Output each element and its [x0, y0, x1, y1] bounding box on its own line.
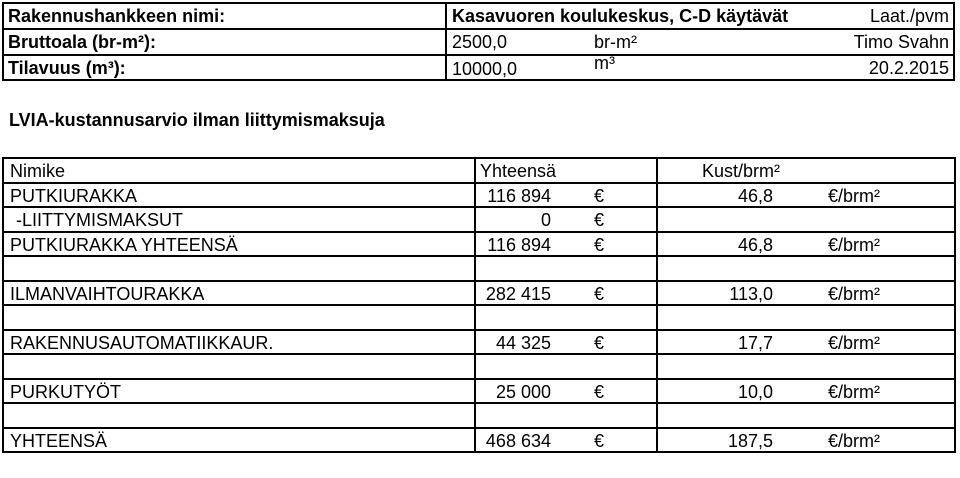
row-name: -LIITTYMISMAKSUT [16, 210, 184, 230]
euro-symbol: € [594, 430, 605, 451]
table-grid-hline [2, 378, 956, 380]
row-name: YHTEENSÄ [10, 430, 108, 451]
row-per-area: 17,7 [737, 332, 773, 353]
report-date: 20.2.2015 [868, 58, 949, 78]
row-per-area-unit [828, 429, 880, 453]
table-grid-hline [2, 157, 956, 159]
table-row [2, 208, 956, 232]
euro-symbol: € [828, 185, 839, 206]
row-total: 0 [540, 210, 551, 230]
row-name: PUTKIURAKKA YHTEENSÄ [10, 234, 238, 255]
table-row [2, 380, 956, 404]
table-grid-hline [2, 231, 956, 233]
table-header-row [2, 159, 956, 183]
table-row [2, 355, 956, 379]
row-total: 44 325 [495, 332, 551, 353]
table-grid-vline [954, 157, 956, 453]
row-total: 116 894 [487, 234, 551, 255]
table-grid-hline [2, 182, 956, 184]
unit-label: /brm² [838, 234, 881, 255]
table-row [2, 429, 956, 453]
row-per-area-unit [828, 331, 880, 355]
row-total: 116 894 [487, 185, 551, 206]
row-name: PURKUTYÖT [10, 381, 122, 402]
col-header-name: Nimike [10, 161, 66, 181]
volume-label: Tilavuus (m³): [8, 58, 126, 78]
row-total: 25 000 [495, 381, 551, 402]
row-name: ILMANVAIHTOURAKKA [10, 283, 205, 304]
euro-symbol: € [594, 185, 605, 206]
row-per-area: 187,5 [727, 430, 773, 451]
table-grid-vline [474, 157, 476, 453]
unit-label: /brm² [838, 185, 881, 206]
table-grid-hline [2, 451, 956, 453]
col-header-per-area: Kust/brm² [702, 161, 781, 181]
table-row [2, 282, 956, 306]
author-date-label: Laat./pvm [869, 6, 949, 26]
euro-symbol: € [594, 381, 605, 402]
row-per-area-unit [828, 282, 880, 306]
gross-area-unit: br-m² [594, 32, 637, 52]
euro-symbol: € [828, 332, 839, 353]
project-name-value: Kasavuoren koulukeskus, C-D käytävät [452, 6, 789, 26]
header-border-right [953, 2, 955, 81]
euro-symbol: € [594, 283, 605, 304]
table-grid-hline [2, 255, 956, 257]
table-grid-hline [2, 329, 956, 331]
gross-area-value: 2500,0 [452, 32, 508, 52]
unit-label: /brm² [838, 283, 881, 304]
table-row [2, 233, 956, 257]
unit-label: /brm² [838, 430, 881, 451]
euro-symbol: € [594, 234, 605, 255]
section-title: LVIA-kustannusarvio ilman liittymismaksuja [9, 110, 385, 130]
row-per-area: 46,8 [737, 234, 773, 255]
table-row [2, 404, 956, 428]
header-col-divider [445, 2, 447, 81]
table-row [2, 306, 956, 330]
unit-label: /brm² [838, 381, 881, 402]
cost-table [2, 157, 956, 453]
table-grid-vline [656, 157, 658, 453]
row-name: RAKENNUSAUTOMATIIKKAUR. [10, 332, 274, 353]
table-row [2, 257, 956, 281]
row-total: 282 415 [485, 283, 551, 304]
author-name: Timo Svahn [853, 32, 949, 52]
euro-symbol: € [828, 381, 839, 402]
col-header-total: Yhteensä [480, 161, 557, 181]
table-grid-hline [2, 280, 956, 282]
table-grid-hline [2, 427, 956, 429]
euro-symbol: € [594, 332, 605, 353]
table-row [2, 184, 956, 208]
table-grid-hline [2, 402, 956, 404]
project-name-label: Rakennushankkeen nimi: [8, 6, 226, 26]
row-per-area-unit [828, 233, 880, 257]
project-header [2, 2, 955, 81]
row-per-area: 10,0 [737, 381, 773, 402]
table-grid-vline [2, 157, 4, 453]
row-per-area: 46,8 [737, 185, 773, 206]
row-per-area-unit [828, 184, 880, 208]
volume-value: 10000,0 [452, 59, 518, 79]
euro-symbol: € [594, 210, 605, 230]
gross-area-label: Bruttoala (br-m²): [8, 32, 156, 52]
euro-symbol: € [828, 283, 839, 304]
table-grid-hline [2, 304, 956, 306]
euro-symbol: € [828, 430, 839, 451]
unit-label: /brm² [838, 332, 881, 353]
euro-symbol: € [828, 234, 839, 255]
row-name: PUTKIURAKKA [10, 185, 138, 206]
row-per-area-unit [828, 380, 880, 404]
header-border-left [2, 2, 4, 81]
table-row [2, 331, 956, 355]
row-total: 468 634 [485, 430, 551, 451]
table-grid-hline [2, 206, 956, 208]
volume-unit: m³ [594, 53, 615, 73]
table-grid-hline [2, 353, 956, 355]
row-per-area: 113,0 [729, 283, 773, 304]
